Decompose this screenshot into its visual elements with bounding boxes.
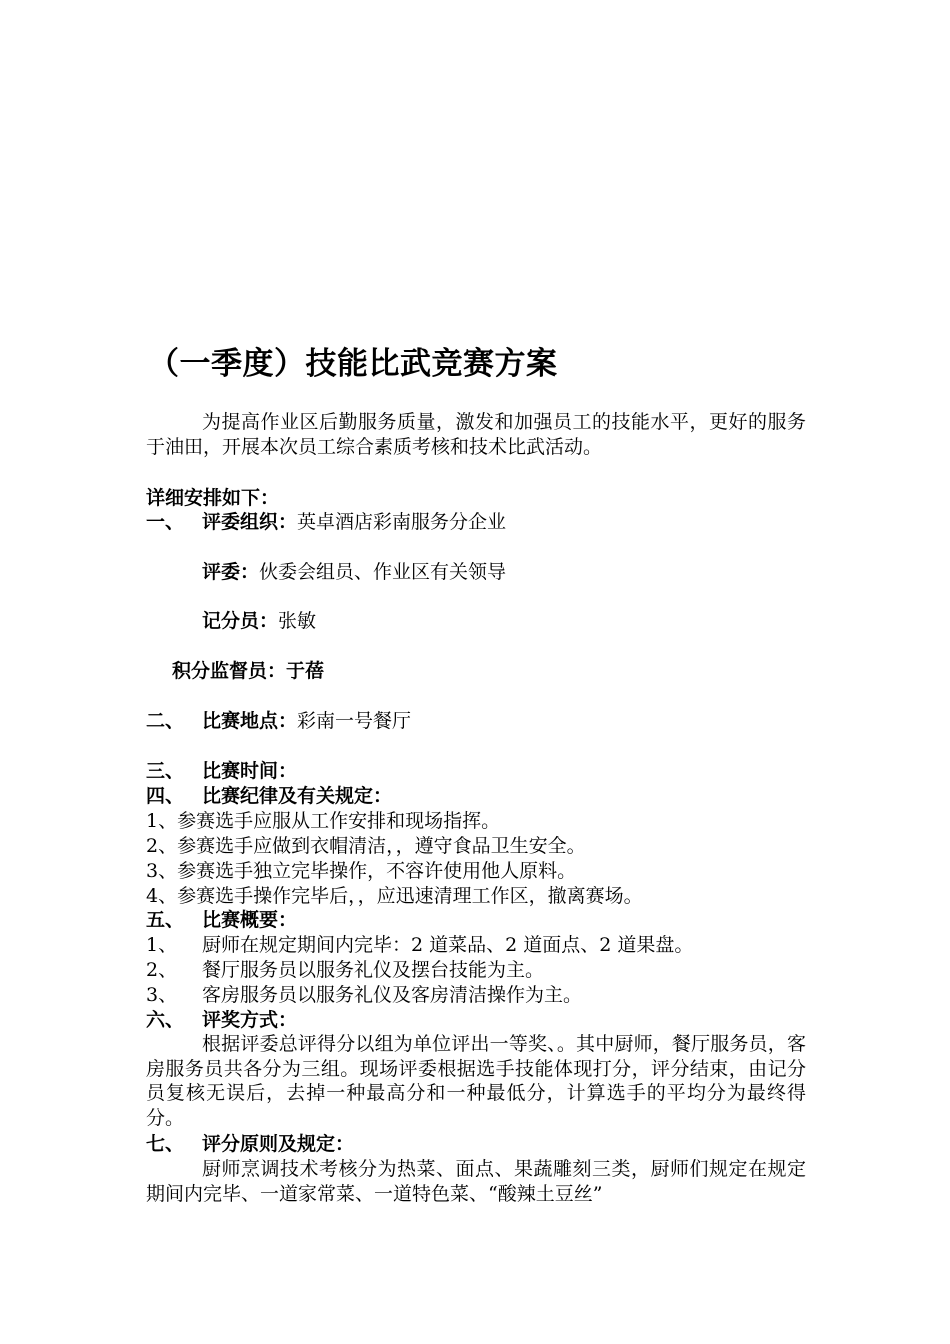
section-7-number: 七、 [146, 1133, 185, 1155]
overview-item-number: 2、 [146, 959, 178, 981]
overview-item-number: 3、 [146, 984, 178, 1006]
section-4-heading [146, 784, 392, 808]
overview-item-text: 餐厅服务员以服务礼仪及摆台技能为主。 [202, 959, 545, 981]
section-3-heading [146, 759, 297, 783]
rule-item: 1、参赛选手应服从工作安排和现场指挥。 [146, 810, 501, 832]
arrangement-heading: 详细安排如下： [146, 487, 280, 509]
section-5-heading [146, 908, 297, 932]
section-2-heading [146, 709, 411, 733]
section-6-label: 评奖方式： [202, 1009, 298, 1031]
section-1-heading [146, 510, 506, 534]
judges-label: 评委： [202, 561, 260, 583]
supervisor-line: 积分监督员：于蓓 [172, 660, 325, 682]
overview-item [146, 983, 582, 1007]
rule-item: 2、参赛选手应做到衣帽清洁，，遵守食品卫生安全。 [146, 835, 586, 857]
rule-item: 4、参赛选手操作完毕后，，应迅速清理工作区，撤离赛场。 [146, 885, 643, 907]
section-4-label: 比赛纪律及有关规定： [202, 785, 393, 807]
section-4-number: 四、 [146, 785, 185, 807]
section-2-number: 二、 [146, 710, 185, 732]
section-6-heading [146, 1008, 297, 1032]
scorer-label: 记分员： [202, 610, 279, 632]
section-7-label: 评分原则及规定： [202, 1133, 355, 1155]
overview-item [146, 958, 544, 982]
award-method-paragraph: 根据评委总评得分以组为单位评出一等奖、。其中厨师，餐厅服务员，客房服务员共各分为三组。现场评委根据选手技能体现打分，评分结束，由记分员复核无误后，去掉一种最高分和一种最低分，计算选手的平均分为最终得分。 [146, 1033, 806, 1129]
section-3-number: 三、 [146, 760, 185, 782]
section-1-value: 英卓酒店彩南服务分企业 [297, 511, 507, 533]
overview-item-text: 厨师在规定期间内完毕：2 道菜品、2 道面点、2 道果盘。 [202, 934, 694, 956]
intro-paragraph: 为提高作业区后勤服务质量，激发和加强员工的技能水平，更好的服务于油田，开展本次员工综合素质考核和技术比武活动。 [146, 411, 806, 458]
section-1-number: 一、 [146, 511, 185, 533]
rule-item: 3、参赛选手独立完毕操作，不容许使用他人原料。 [146, 860, 577, 882]
judges-value: 伙委会组员、作业区有关领导 [259, 561, 507, 583]
overview-item-number: 1、 [146, 934, 178, 956]
judges-line [202, 560, 506, 584]
document-title: （一季度）技能比武竞赛方案 [148, 346, 558, 382]
section-2-label: 比赛地点： [202, 710, 298, 732]
section-7-heading [146, 1132, 354, 1156]
section-1-label: 评委组织： [202, 511, 298, 533]
overview-item-text: 客房服务员以服务礼仪及客房清洁操作为主。 [202, 984, 583, 1006]
scorer-line [202, 609, 316, 633]
section-6-number: 六、 [146, 1009, 185, 1031]
section-2-value: 彩南一号餐厅 [297, 710, 412, 732]
section-5-number: 五、 [146, 909, 185, 931]
scoring-rules-paragraph: 厨师烹调技术考核分为热菜、面点、果蔬雕刻三类，厨师们规定在规定期间内完毕、一道家常菜、一道特色菜、“酸辣土豆丝” [146, 1158, 806, 1205]
section-3-label: 比赛时间： [202, 760, 298, 782]
overview-item [146, 933, 693, 957]
scorer-value: 张敏 [278, 610, 317, 632]
section-5-label: 比赛概要： [202, 909, 298, 931]
